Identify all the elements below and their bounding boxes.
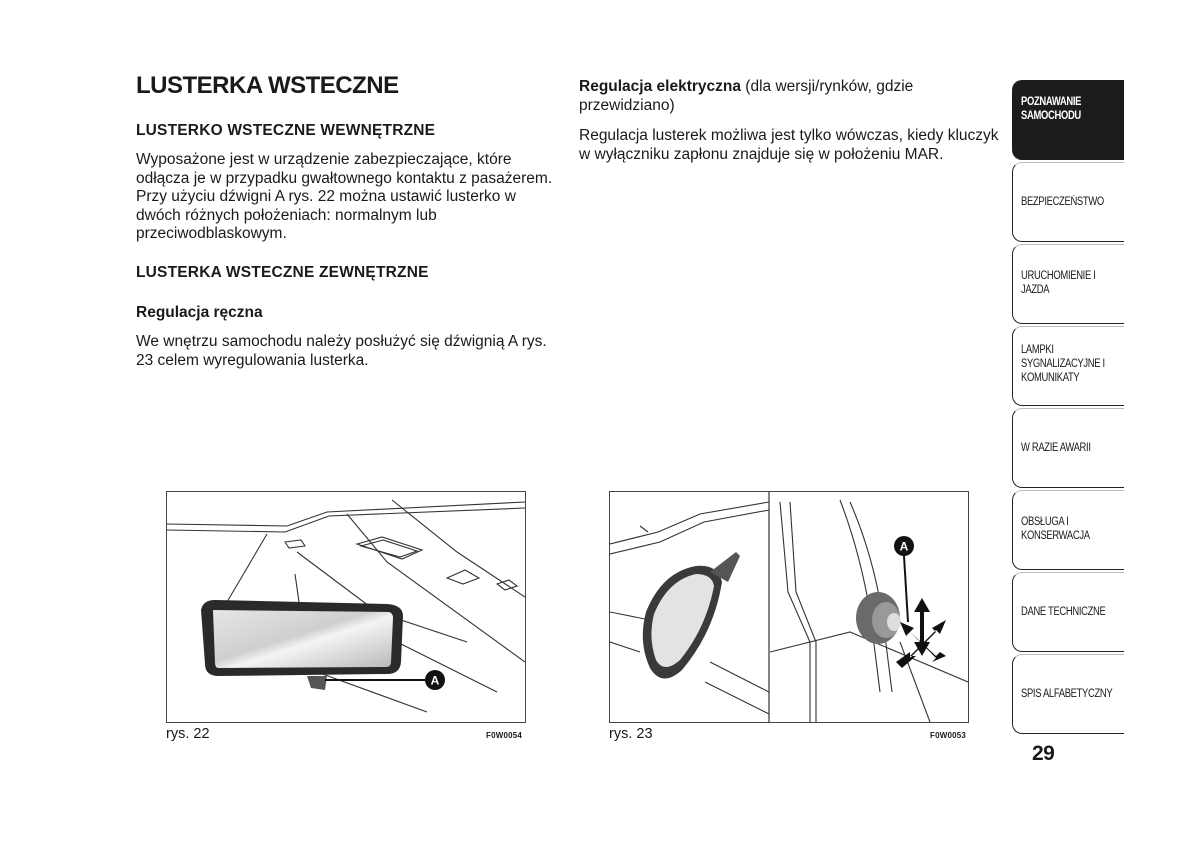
tab-obsluga-i-konserwacja[interactable]	[1012, 490, 1124, 570]
figure-22-interior-mirror	[166, 491, 526, 723]
lever-a-leader-line	[904, 556, 908, 622]
figure-23-exterior-mirror	[609, 491, 969, 723]
tab-poznawanie-samochodu[interactable]	[1012, 80, 1124, 160]
figure-22-caption: rys. 22	[166, 726, 210, 742]
tab-label: SPIS ALFABETYCZNY	[1021, 688, 1113, 700]
tab-label: OBSŁUGA I KONSERWACJA	[1021, 516, 1090, 542]
exterior-mirror-shape	[643, 552, 740, 679]
exterior-mirror-illustration	[610, 492, 968, 722]
tab-label: URUCHOMIENIE I JAZDA	[1021, 270, 1096, 296]
tab-label: BEZPIECZEŃSTWO	[1021, 196, 1104, 208]
callout-a-label: A	[899, 539, 909, 554]
tab-w-razie-awarii[interactable]	[1012, 408, 1124, 488]
tab-dane-techniczne[interactable]	[1012, 572, 1124, 652]
tab-label: DANE TECHNICZNE	[1021, 606, 1106, 618]
tab-lampki-sygnalizacyjne[interactable]	[1012, 326, 1124, 406]
tab-label: POZNAWANIE SAMOCHODU	[1021, 96, 1082, 122]
page-number: 29	[1032, 742, 1055, 765]
adjustment-knob	[856, 592, 901, 644]
electric-adjustment-heading: Regulacja elektryczna	[579, 78, 741, 95]
direction-arrows-icon	[896, 598, 946, 668]
manual-adjustment-heading: Regulacja ręczna	[136, 304, 263, 321]
electric-adjustment-note: (dla wersji/rynków, gdzie przewidziano)	[579, 78, 914, 114]
figure-23-caption: rys. 23	[609, 726, 653, 742]
section-heading-interior-mirror: LUSTERKO WSTECZNE WEWNĘTRZNE	[136, 122, 436, 139]
tab-bezpieczenstwo[interactable]	[1012, 162, 1124, 242]
section-heading-exterior-mirrors: LUSTERKA WSTECZNE ZEWNĘTRZNE	[136, 264, 429, 281]
electric-adjustment-paragraph: Regulacja lusterek możliwa jest tylko wówczas, kiedy kluczyk w wyłączniku zapłonu znajduje się w położeniu MAR.	[579, 127, 999, 163]
figure-23-code: F0W0053	[930, 731, 967, 740]
mirror-body	[201, 600, 403, 690]
page-title: LUSTERKA WSTECZNE	[136, 72, 399, 99]
tab-label: W RAZIE AWARII	[1021, 442, 1091, 454]
figure-22-code: F0W0054	[486, 731, 523, 740]
tab-label: LAMPKI SYGNALIZACYJNE I KOMUNIKATY	[1021, 344, 1105, 384]
electric-adjustment-intro	[579, 78, 999, 115]
interior-mirror-paragraph: Wyposażone jest w urządzenie zabezpieczające, które odłącza je w przypadku gwałtownego kontaktu z pasażerem. Przy użyciu dźwigni A rys. 22 można ustawić lusterko w dwóch różnych położeniach: normalnym lub przeciwodblaskowym.	[136, 151, 553, 242]
interior-mirror-illustration	[167, 492, 525, 722]
callout-a-label: A	[430, 673, 440, 688]
tab-uruchomienie-i-jazda[interactable]	[1012, 244, 1124, 324]
manual-adjustment-paragraph: We wnętrzu samochodu należy posłużyć się dźwignią A rys. 23 celem wyregulowania lusterka.	[136, 333, 547, 369]
tab-spis-alfabetyczny[interactable]	[1012, 654, 1124, 734]
